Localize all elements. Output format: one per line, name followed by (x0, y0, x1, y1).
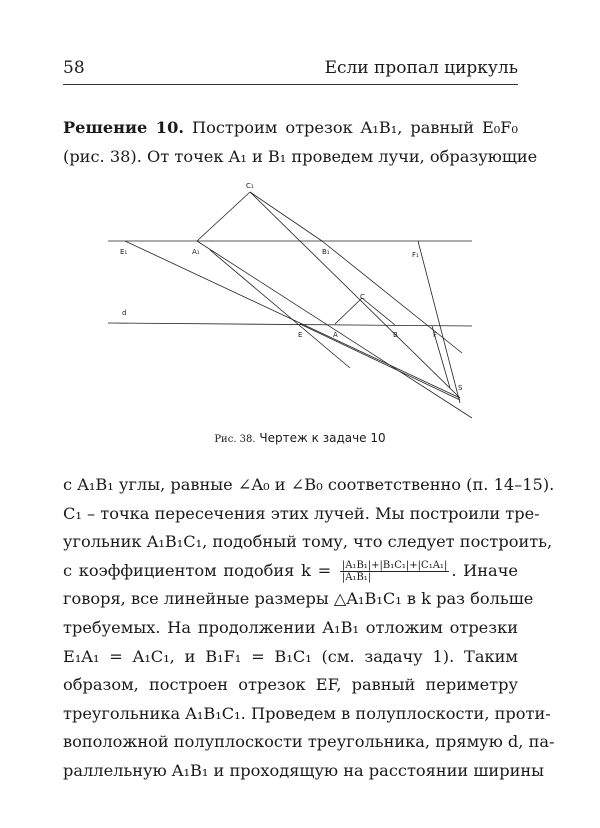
text-line: воположной полуплоскости треугольника, прямую d, па- (63, 732, 555, 752)
text-line: требуемых. На продолжении A₁B₁ отложим отрезки (63, 617, 518, 637)
label-f: F (433, 331, 438, 339)
text-line: угольник A₁B₁C₁, подобный тому, что следует построить, (63, 532, 553, 552)
line-d (108, 323, 472, 326)
solution-paragraph-bottom (63, 471, 555, 786)
page-header (63, 56, 518, 82)
figure-caption (0, 430, 600, 448)
segment-c1b1 (250, 192, 322, 241)
caption-prefix: Рис. 38. (214, 434, 256, 445)
text-line: треугольника A₁B₁C₁. Проведем в полуплоскости, проти- (63, 703, 551, 723)
label-d: d (122, 309, 127, 317)
caption-text: Чертеж к задаче 10 (259, 431, 386, 445)
label-a1: A₁ (192, 248, 200, 256)
label-f1: F₁ (412, 251, 419, 259)
solution-label: Решение 10. (63, 118, 184, 137)
running-title: Если пропал циркуль (324, 58, 518, 78)
fraction-denominator: |A₁B₁| (341, 571, 372, 583)
text-line: раллельную A₁B₁ и проходящую на расстоянии ширины (63, 760, 545, 780)
label-b: B (393, 331, 398, 339)
text-line-content: Построим отрезок A₁B₁, равный E₀F₀ (183, 118, 519, 137)
segment-a1c1 (197, 192, 250, 241)
label-a: A (333, 331, 338, 339)
text-line (63, 114, 518, 143)
label-c: C (360, 293, 365, 301)
line-f1-s (418, 241, 460, 403)
label-s: S (458, 384, 463, 392)
line-b1-f (322, 241, 462, 353)
figure-38 (100, 178, 480, 423)
solution-paragraph-top (63, 114, 538, 171)
label-b1: B₁ (322, 248, 330, 256)
segment-ac (335, 298, 362, 324)
text-line: образом, построен отрезок EF, равный периметру (63, 675, 518, 695)
text-line: (рис. 38). От точек A₁ и B₁ проведем лучи, образующие (63, 146, 538, 166)
text-line-with-fraction (63, 557, 518, 586)
fraction-numerator: |A₁B₁|+|B₁C₁|+|C₁A₁| (341, 559, 448, 571)
label-e: E (298, 331, 303, 339)
text-line: C₁ – точка пересечения этих лучей. Мы построили тре- (63, 503, 540, 523)
page-number: 58 (63, 58, 85, 78)
line-a1-s (197, 241, 472, 418)
text-line: с A₁B₁ углы, равные ∠A₀ и ∠B₀ соответственно (п. 14–15). (63, 475, 555, 494)
text-line: E₁A₁ = A₁C₁, и B₁F₁ = B₁C₁ (см. задачу 1). Таким (63, 646, 518, 666)
header-rule (63, 84, 518, 85)
text-segment: с коэффициентом подобия k = (63, 560, 332, 580)
text-segment: . Иначе (451, 560, 518, 580)
text-line: говоря, все линейные размеры △A₁B₁C₁ в k раз больше (63, 589, 534, 609)
construction-diagram (100, 178, 480, 423)
label-c1: C₁ (246, 182, 254, 190)
line-a1-e (210, 250, 350, 368)
label-e1: E₁ (120, 248, 128, 256)
similarity-fraction (340, 560, 449, 583)
segment-cb (362, 298, 395, 325)
